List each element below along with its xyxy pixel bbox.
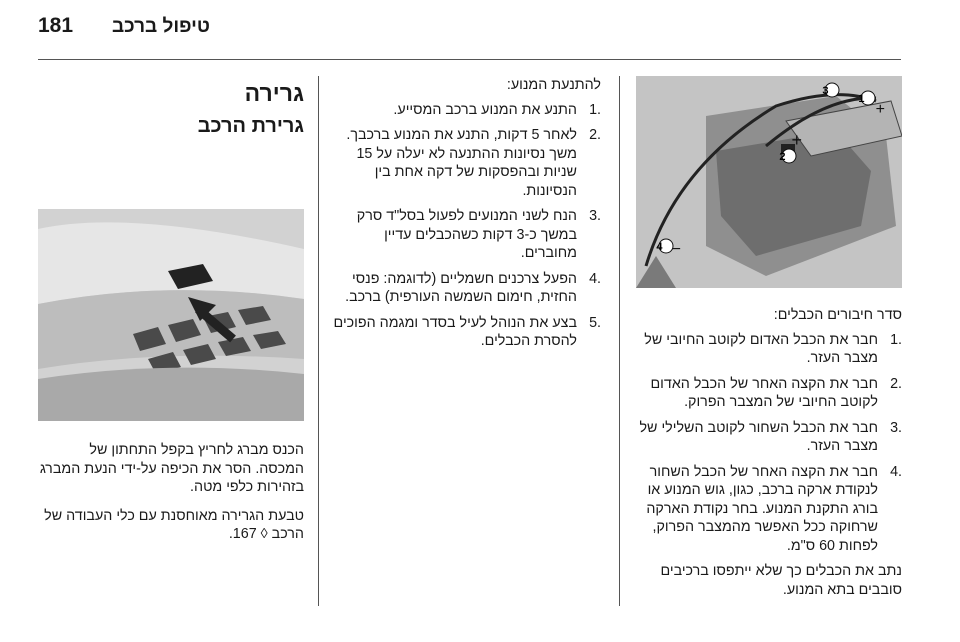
section-heading: גרירה — [244, 80, 304, 106]
section-subheading: גרירת הרכב — [197, 114, 304, 137]
svg-text:4: 4 — [656, 241, 663, 253]
chapter-title: טיפול ברכב — [112, 16, 210, 37]
step-number: .3 — [890, 419, 902, 436]
connection-order-intro: סדר חיבורים הכבלים: — [773, 307, 902, 323]
list-item — [636, 331, 902, 368]
svg-text:+: + — [791, 130, 802, 150]
connection-steps-list — [636, 331, 902, 556]
step-text: התנע את המנוע ברכב המסייע. — [393, 101, 577, 118]
tow-eye-cover-photo — [38, 209, 304, 421]
procedure-intro: להתנעת המנוע: — [506, 77, 601, 93]
step-number: .4 — [890, 463, 902, 480]
list-item — [636, 375, 902, 412]
svg-text:2: 2 — [779, 151, 786, 163]
instruction-paragraph: טבעת הגרירה מאוחסנת עם כלי העבודה של הרכב ◊ 167. — [44, 507, 304, 542]
svg-text:−: − — [671, 241, 681, 258]
list-item — [331, 314, 601, 351]
list-item — [331, 207, 601, 263]
svg-text:1: 1 — [858, 93, 865, 105]
step-number: .2 — [890, 375, 902, 392]
svg-text:3: 3 — [822, 85, 829, 97]
instruction-paragraph: הכנס מברג לחריץ בקפל התחתון של המכסה. הסר את הכיפה על-ידי הנעת המברג בזהירות כלפי מטה. — [39, 442, 304, 495]
svg-text:+: + — [875, 101, 885, 118]
list-item — [331, 270, 601, 307]
middle-column — [331, 76, 601, 358]
column-divider — [318, 76, 319, 606]
header-divider — [38, 59, 901, 60]
step-number: .4 — [589, 270, 601, 287]
page-header — [0, 0, 960, 62]
step-text: חבר את הכבל האדום לקוטב החיובי של מצבר העזר. — [644, 331, 878, 366]
start-procedure-list — [331, 101, 601, 351]
column-divider — [619, 76, 620, 606]
page-number: 181 — [38, 14, 74, 37]
step-number: .2 — [589, 127, 601, 143]
step-number: .3 — [589, 208, 601, 224]
step-text: בצע את הנוהל לעיל בסדר ומגמה הפוכים להסרת הכבלים. — [333, 314, 577, 349]
step-text: חבר את הקצה האחר של הכבל השחור לנקודת ארקה ברכב, כגון, גוש המנוע או בורג התקנת המנוע. בחר נקודת הארקה שרחוקה ככל האפשר מהמצבר הפרוק, לפחות 60 ס"מ. — [646, 463, 878, 554]
step-text: הפעל צרכנים חשמליים (לדוגמה: פנסי החזית, חימום השמשה העורפית) ברכב. — [345, 270, 577, 305]
step-text: חבר את הכבל השחור לקוטב השלילי של מצבר העזר. — [639, 419, 878, 454]
jump-start-battery-photo — [636, 76, 902, 288]
list-item — [331, 126, 601, 200]
step-number: .1 — [890, 331, 902, 348]
step-number: .1 — [589, 101, 601, 118]
step-text: לאחר 5 דקות, התנע את המנוע ברכבך. משך נסיונות ההתנעה לא יעלה על 15 שניות ובהפסקות של דקה אחת בין הנסיונות. — [346, 127, 577, 199]
list-item — [636, 463, 902, 556]
cable-routing-note: נתב את הכבלים כך שלא ייתפסו ברכיבים סובבים בתא המנוע. — [660, 563, 902, 598]
list-item — [636, 419, 902, 456]
list-item — [331, 101, 601, 120]
left-column — [38, 76, 304, 554]
step-number: .5 — [589, 314, 601, 331]
step-text: חבר את הקצה האחר של הכבל האדום לקוטב החיובי של המצבר הפרוק. — [650, 375, 878, 410]
right-column — [636, 76, 902, 609]
step-text: הנח לשני המנועים לפעול בסל"ד סרק במשך כ-3 דקות כשהכבלים עדיין מחוברים. — [356, 208, 577, 261]
